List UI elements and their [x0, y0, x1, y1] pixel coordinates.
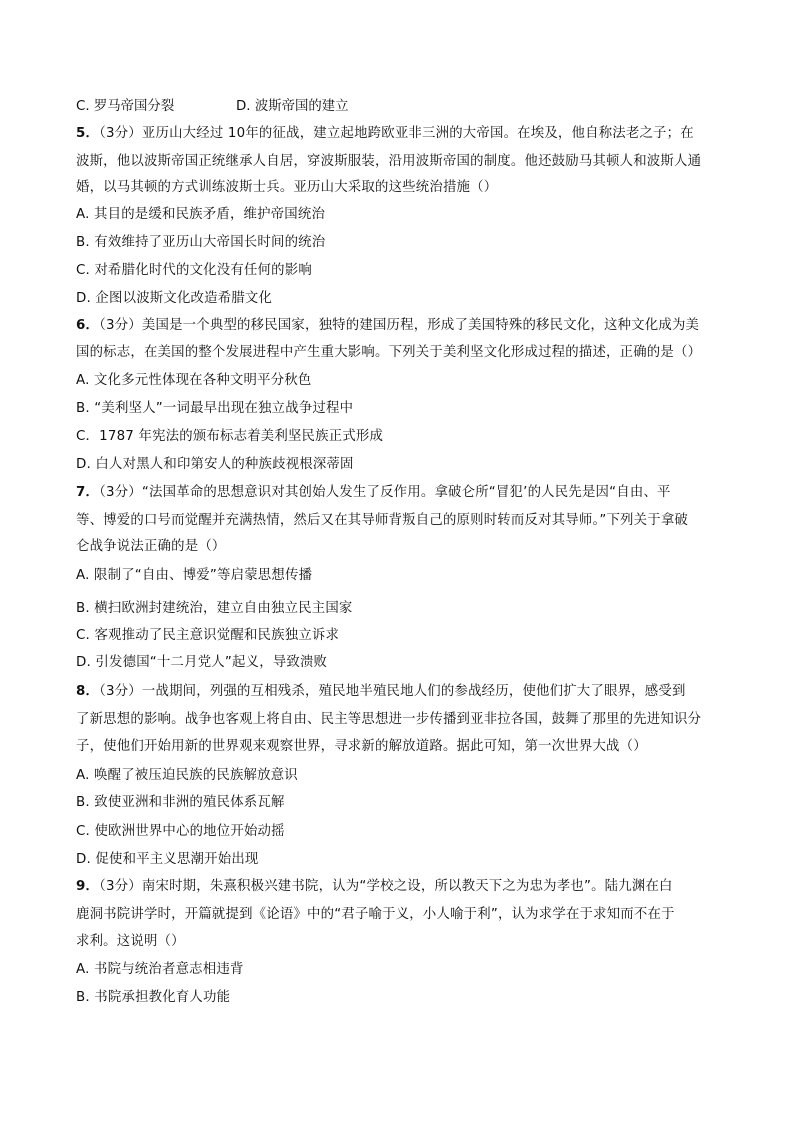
q9-stem-line-2: 鹿洞书院讲学时，开篇就提到《论语》中的“君子喻于义，小人喻于利”，认为求学在于求知而不在于 [76, 907, 675, 922]
q9-option-a: A. 书院与统治者意志相违背 [76, 962, 244, 977]
question-stem-text: 南宋时期，朱熹积极兴建书院，认为“学校之设，所以教天下之为忠为孝也”。陆九渊在白 [141, 879, 673, 894]
q5-stem-line-1 [76, 124, 726, 144]
question-score: （3分） [99, 879, 142, 894]
q9-stem-line-3: 求利。这说明（） [76, 934, 185, 949]
question-score: （3分） [99, 318, 142, 333]
q6-option-b: B. “美利坚人”一词最早出现在独立战争过程中 [76, 401, 354, 416]
question-number: 8． [76, 684, 100, 699]
q6-option-d: D. 白人对黑人和印第安人的种族歧视根深蒂固 [76, 457, 354, 472]
q5-option-a: A. 其目的是缓和民族矛盾，维护帝国统治 [76, 207, 326, 222]
question-stem-text: “法国革命的思想意识对其创始人发生了反作用。拿破仑所“冒犯’的人民先是因“自由、平 [141, 485, 671, 500]
q7-option-c: C. 客观推动了民主意识觉醒和民族独立诉求 [76, 628, 340, 643]
question-stem-text: 亚历山大经过 10年的征战，建立起地跨欧亚非三洲的大帝国。在埃及，他自称法老之子；在 [141, 126, 694, 141]
q7-stem-line-2: 等、博爱的口号而觉醒并充满热情，然后又在其导师背叛自己的原则时转而反对其导师。”下列关于拿破 [76, 513, 689, 528]
question-number: 5． [76, 126, 100, 141]
question-number: 9． [76, 879, 100, 894]
q7-stem-line-3: 仑战争说法正确的是（） [76, 539, 226, 554]
q8-option-b: B. 致使亚洲和非洲的殖民体系瓦解 [76, 795, 285, 810]
q6-option-c: C．1787 年宪法的颁布标志着美利坚民族正式形成 [76, 429, 384, 444]
q7-stem-line-1 [76, 483, 726, 503]
q5-option-c: C. 对希腊化时代的文化没有任何的影响 [76, 263, 312, 278]
question-score: （3分） [99, 126, 142, 141]
q9-stem-line-1 [76, 877, 726, 897]
q7-option-a: A. 限制了“自由、博爱”等启蒙思想传播 [76, 568, 313, 583]
q8-stem-line-1 [76, 682, 726, 702]
q8-stem-line-3: 子，使他们开始用新的世界观来观察世界，寻求新的解放道路。据此可知，第一次世界大战（） [76, 739, 647, 754]
q7-option-d: D. 引发德国“十二月党人”起义，导致溃败 [76, 655, 328, 670]
q5-stem-line-3: 婚，以马其顿的方式训练波斯士兵。亚历山大采取的这些统治措施（） [76, 180, 498, 195]
question-stem-text: 美国是一个典型的移民国家，独特的建国历程，形成了美国特殊的移民文化，这种文化成为美 [141, 318, 700, 333]
q8-option-d: D. 促使和平主义思潮开始出现 [76, 852, 259, 867]
q7-option-b: B. 横扫欧洲封建统治，建立自由独立民主国家 [76, 601, 353, 616]
q9-option-b: B. 书院承担教化育人功能 [76, 990, 231, 1005]
q8-option-a: A. 唤醒了被压迫民族的民族解放意识 [76, 768, 298, 783]
q6-stem-line-1 [76, 316, 726, 336]
q8-stem-line-2: 了新思想的影响。战争也客观上将自由、民主等思想进一步传播到亚非拉各国，鼓舞了那里的先进知识分 [76, 712, 702, 727]
q5-option-d: D. 企图以波斯文化改造希腊文化 [76, 291, 273, 306]
q5-option-b: B. 有效维持了亚历山大帝国长时间的统治 [76, 235, 326, 250]
question-score: （3分） [99, 684, 142, 699]
q5-stem-line-2: 波斯，他以波斯帝国正统继承人自居，穿波斯服装，沿用波斯帝国的制度。他还鼓励马其顿人和波斯人通 [76, 154, 702, 169]
q8-option-c: C. 使欧洲世界中心的地位开始动摇 [76, 824, 285, 839]
question-stem-text: 一战期间，列强的互相残杀，殖民地半殖民地人们的参战经历，使他们扩大了眼界，感受到 [141, 684, 686, 699]
q6-stem-line-2: 国的标志，在美国的整个发展进程中产生重大影响。下列关于美利坚文化形成过程的描述，正确的是（） [76, 345, 702, 360]
option-d-prev: D. 波斯帝国的建立 [236, 99, 349, 114]
option-c-prev: C. 罗马帝国分裂 [76, 99, 175, 114]
question-score: （3分） [99, 485, 142, 500]
q6-option-a: A. 文化多元性体现在各种文明平分秋色 [76, 373, 312, 388]
question-number: 7． [76, 485, 100, 500]
question-number: 6． [76, 318, 100, 333]
